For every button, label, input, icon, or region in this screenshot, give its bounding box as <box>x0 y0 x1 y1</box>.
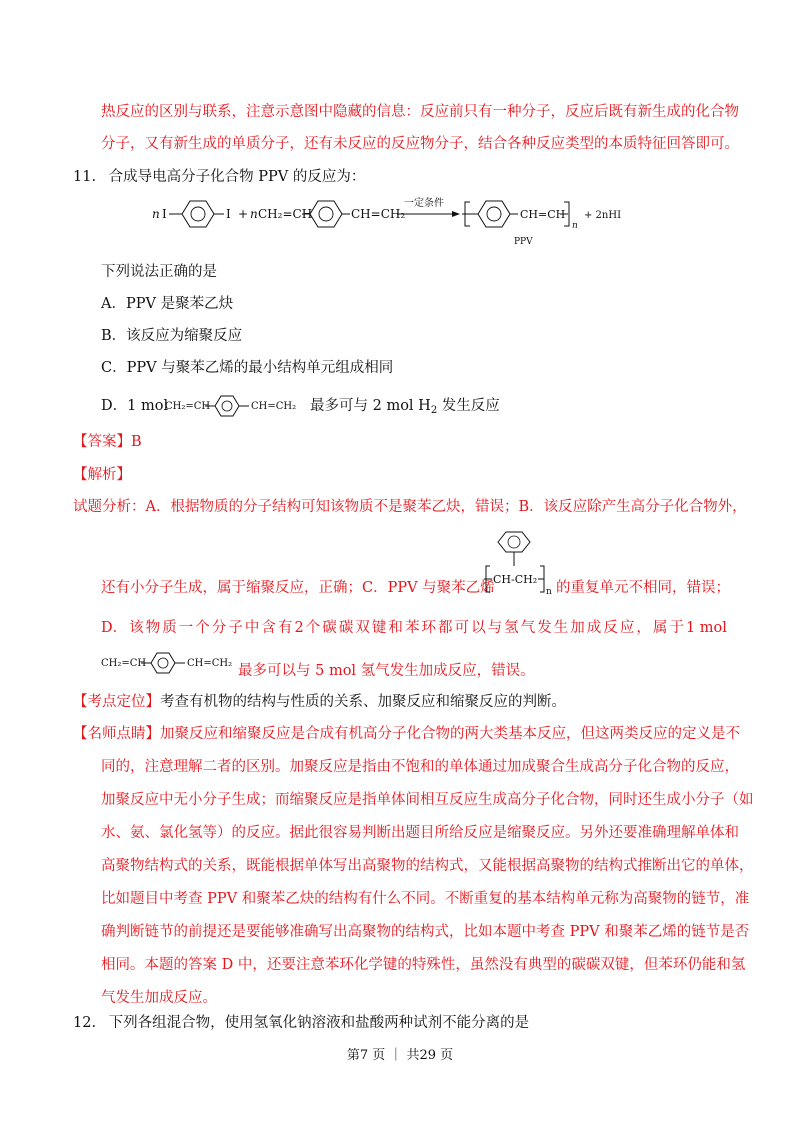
char: 以 <box>471 620 486 636</box>
product-tail: + 2nHI <box>584 210 622 221</box>
dianjing-line: 确判断链节的前提还是要能够准确写出高聚物的结构式，比如本题中考查 PPV 和聚苯乙烯的链节是否 <box>101 924 750 940</box>
char: 成 <box>586 620 602 636</box>
char: 2 <box>294 620 304 636</box>
dianjing-text: 加聚反应和缩聚反应是合成有机高分子化合物的两大类基本反应，但这两类反应的定义是不 <box>160 726 740 742</box>
char: 可 <box>454 620 470 636</box>
option-d-subscript: 2 <box>430 405 438 416</box>
polystyrene-unit: CH-CH₂ <box>493 573 538 586</box>
char: 双 <box>355 620 370 636</box>
continued-text-line-2: 分子，又有新生成的单质分子，还有未反应的反应物分子，结合各种反应类型的本质特征回答即可。 <box>101 136 739 152</box>
polystyrene-structure <box>484 530 554 598</box>
question-number: 11. <box>73 169 97 185</box>
benzene-ring-3 <box>478 201 510 227</box>
product-unit: CH=CH <box>520 208 566 221</box>
char: 碳 <box>322 620 337 636</box>
option-d-text-b: 发生反应 <box>437 398 500 414</box>
reaction-condition: 一定条件 <box>404 198 444 209</box>
analysis-seg: B． <box>518 499 544 515</box>
option-text: 该反应为缩聚反应 <box>126 328 243 344</box>
polystyrene-n: n <box>546 587 552 597</box>
dianjing-line: 高聚物结构式的关系，既能根据单体写出高聚物的结构式，又能根据高聚物的结构式推断出它的单体， <box>101 858 754 874</box>
char: 碳 <box>338 620 354 636</box>
char: 和 <box>388 620 403 636</box>
option-a[interactable] <box>101 294 233 314</box>
analysis-seg: 该反应除产生高分子化合物外， <box>543 499 747 515</box>
analysis-line-2b: 的重复单元不相同，错误； <box>556 580 730 596</box>
option-d[interactable] <box>101 396 168 416</box>
char: 该 <box>129 620 144 636</box>
scheme-plus: + <box>238 207 249 221</box>
question-12-stem <box>73 1013 529 1033</box>
char: D． <box>101 620 128 636</box>
scheme-vinyl-left: CH₂=CH <box>258 207 313 221</box>
option-label: C． <box>101 360 127 376</box>
char: 分 <box>211 620 227 636</box>
kaodian-line <box>73 692 566 712</box>
dianjing-line-1 <box>73 724 740 744</box>
char: 苯 <box>404 620 420 636</box>
benzene-ring-2 <box>310 201 342 227</box>
option-c[interactable] <box>101 358 393 378</box>
answer-tag: 【答案】 <box>73 434 131 450</box>
question-11-stem <box>73 167 365 187</box>
char: 个 <box>305 620 321 636</box>
char: 1 mol <box>685 620 727 636</box>
char: 加 <box>570 620 585 636</box>
continued-text-line-1: 热反应的区别与联系，注意示意图中隐藏的信息：反应前只有一种分子，反应后既有新生成的化合物 <box>101 104 739 120</box>
dianjing-line: 气发生加成反应。 <box>101 990 217 1006</box>
analysis-line-4: 最多可以与 5 mol 氢气发生加成反应，错误。 <box>238 663 535 679</box>
char: 中 <box>244 620 260 636</box>
char: 有 <box>277 620 293 636</box>
option-d-structure <box>163 392 333 420</box>
option-label: B． <box>101 328 127 344</box>
dianjing-tag: 【名师点睛】 <box>73 726 160 742</box>
char: 于 <box>669 620 684 636</box>
reaction-scheme <box>152 194 672 250</box>
char: 生 <box>553 620 569 636</box>
char: 氢 <box>504 620 519 636</box>
scheme-n-vinyl: n <box>250 207 258 221</box>
dianjing-line: 同的，注意理解二者的区别。加聚反应是指由不饱和的单体通过加成聚合生成高分子化合物的反应， <box>101 759 739 775</box>
char: 发 <box>537 620 552 636</box>
option-b[interactable] <box>101 326 242 346</box>
dianjing-line: 比如题目中考查 PPV 和聚苯乙炔的结构有什么不同。不断重复的基本结构单元称为高聚物的链节，准 <box>101 891 750 907</box>
analysis-tag: 【解析】 <box>73 467 131 483</box>
question-text: 合成导电高分子化合物 PPV 的反应为： <box>108 169 366 185</box>
char: 个 <box>195 620 210 636</box>
analysis-line-2a: 还有小分子生成，属于缩聚反应，正确；C．PPV 与聚苯乙烯 <box>101 580 495 596</box>
char: 物 <box>145 620 161 636</box>
option-label: D． <box>101 398 128 414</box>
analysis-structure <box>101 649 241 677</box>
struct-left: CH₂=CH <box>165 401 211 412</box>
char: 气 <box>520 620 536 636</box>
option-text: PPV 是聚苯乙炔 <box>125 296 234 312</box>
char: 与 <box>487 620 503 636</box>
kaodian-text: 考查有机物的结构与性质的关系、加聚反应和缩聚反应的判断。 <box>160 694 566 710</box>
page-footer: 第7 页 ｜ 共29 页 <box>346 1048 454 1063</box>
dianjing-line: 加聚反应中无小分子生成；而缩聚反应是指单体间相互反应生成高分子化合物，同时还生成小分子（如 <box>101 792 754 808</box>
question-prompt: 下列说法正确的是 <box>101 264 217 280</box>
char: 含 <box>261 620 276 636</box>
dianjing-line: 水、氨、氯化氢等）的反应。据此很容易判断出题目所给反应是缩聚反应。另外还要准确理解单体和 <box>101 825 739 841</box>
product-name-ppv: PPV <box>514 237 533 247</box>
question-number: 12. <box>73 1015 97 1031</box>
analysis-line-1 <box>73 497 747 517</box>
struct-right: CH=CH₂ <box>251 401 297 412</box>
benzene-ring-1 <box>182 201 214 227</box>
analysis-seg: 根据物质的分子结构可知该物质不是聚苯乙炔， <box>170 499 475 515</box>
char: 应 <box>619 620 635 636</box>
dianjing-line: 相同。本题的答案 D 中，还要注意苯环化学键的特殊性，虽然没有典型的碳碳双键，但苯环仍能和氢 <box>101 957 746 973</box>
reaction-arrow-head <box>452 211 460 217</box>
char: 一 <box>178 620 194 636</box>
char: 反 <box>603 620 618 636</box>
question-text: 下列各组混合物，使用氢氧化钠溶液和盐酸两种试剂不能分离的是 <box>108 1015 530 1031</box>
scheme-n-left: n <box>152 207 160 221</box>
analysis-seg: 试题分析：A． <box>73 499 171 515</box>
option-text: PPV 与聚苯乙烯的最小结构单元组成相同 <box>126 360 394 376</box>
char: 环 <box>421 620 436 636</box>
scheme-iodo-right: I <box>226 207 231 221</box>
char: ， <box>636 620 651 636</box>
analysis-seg: 错误； <box>474 499 519 515</box>
struct-left: CH₂=CH <box>101 658 147 669</box>
struct-right: CH=CH₂ <box>187 658 233 669</box>
analysis-line-3 <box>101 618 727 638</box>
scheme-vinyl-right: CH=CH₂ <box>351 207 406 221</box>
char: 都 <box>438 620 453 636</box>
option-d-text-a: 最多可与 2 mol H <box>310 398 431 414</box>
char: 属 <box>652 620 668 636</box>
option-label: A． <box>101 296 126 312</box>
kaodian-tag: 【考点定位】 <box>73 694 160 710</box>
char: 质 <box>162 620 177 636</box>
option-d-text <box>310 396 500 421</box>
option-d-amount: 1 mol <box>127 398 169 414</box>
scheme-iodo-left: I <box>162 207 167 221</box>
char: 键 <box>371 620 387 636</box>
char: 子 <box>228 620 243 636</box>
answer-value: B <box>131 434 142 450</box>
answer-line <box>73 432 142 452</box>
product-n: n <box>572 221 578 231</box>
